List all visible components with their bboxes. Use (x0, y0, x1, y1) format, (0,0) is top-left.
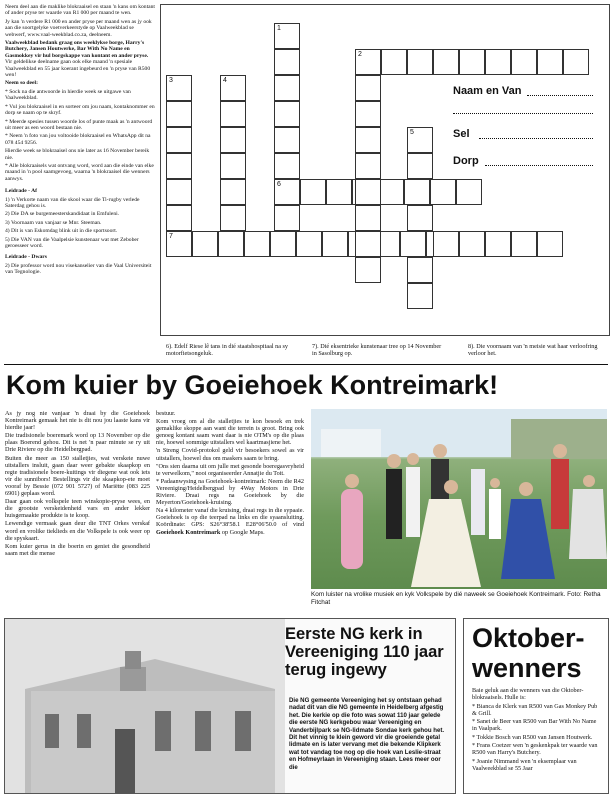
crossword-cell[interactable] (220, 153, 246, 179)
sponsor-thanks: Vaalweekblad bedank graag ons weeklykse borge, Harry's Butchery, Jansen Houtwerke, Bar With No Name en Gasmokkey vir hul borgskappe van kontant en ander pryse. Vir geldelikse deelname gaan ook elke maand 'n spesiale Vaalweekblad en 55 jaar koerant ingebeurd en 'n pryse van R500 wen! (5, 40, 151, 79)
crossword-cell[interactable] (296, 231, 322, 257)
clue-dwars-2: 2) Die professor word nou visekanselier van die Vaal Universiteit van Tegnologie. (5, 262, 152, 276)
crossword-cell[interactable] (378, 179, 404, 205)
church-story-text: Die NG gemeente Vereeniging het sy ontstaan gehad nadat dit van die NG gemeente in Heidelberg afgestig het. Die kerkie op die foto was sowat 110 jaar gelede die eerste NG kerkgebou waar Vereeniging en Vanderbijlpark se NG-lidmate Sondae kerk gehou het. Dit het vinnig te klein geword vir die groeiende getal lidmate en is later vervang met die bekende Klipkerk wat tot vandag toe nog op die hoek van Leslie-straat en Hofmeyrlaan in Vereeniging staan. Lees meer oor die (289, 697, 445, 771)
crossword-cell[interactable] (511, 49, 537, 75)
article-paragraph: 'n Streng Covid-protokol geld vir besoekers sowel as vir uitstallers, hoewel dus om maskers saam te bring. (156, 447, 304, 462)
church-story-title: Eerste NG kerk in Vereeniging 110 jaar terug ingewy (285, 625, 444, 679)
cell-label: Sel (453, 128, 470, 140)
article-paragraph: "Ons sien daarna uit om julle met gesonde boeregasvryheid te verwelkom," nooi organiseerder Annatjie du Toit. (156, 462, 304, 477)
rule-2: * Vul jou blokraaisel in en sorteer om jou naam, kontaknommer en dorp se naam op te skryf. (5, 103, 155, 117)
clue-af-3: 3) Voornaam van vanjaar se Mnr. Steeman. (5, 219, 102, 226)
crossword-cell[interactable] (220, 179, 246, 205)
crossword-cell[interactable] (274, 127, 300, 153)
article-paragraph: bestuur. (156, 410, 176, 417)
crossword-clue-number: 1 (277, 25, 281, 32)
rule-4: * Neem 'n foto van jou voltooide blokraaisel en WhatsApp dit na 078 454 9256. (5, 133, 151, 146)
crossword-cell[interactable] (322, 231, 348, 257)
winner-2: * Sanet de Beer van R500 van Bar With No Name in Vaalpark. (472, 718, 597, 733)
clue-af-2: 2) Die DA se burgemeesterskandidaat in Emfuleni. (5, 211, 120, 218)
crossword-clue-number: 6 (277, 181, 281, 188)
october-winners-title: Oktober-wenners (472, 623, 585, 683)
crossword-clue-number: 7 (169, 233, 173, 240)
crossword-cell[interactable] (166, 153, 192, 179)
church-photo-drawing (5, 619, 285, 793)
article-paragraph: Na 4 kilometer vanaf die kruising, draai regs in die sypaaie. Goeiehoek is op die teerpad na links en die syaansluiting. Koördinate: GPS: S26°38'58.1 E28°06'50.0 of vind Goeiehoek Kontreimark op Google Maps. (156, 507, 304, 536)
crossword-cell[interactable] (274, 23, 300, 49)
crossword-cell[interactable] (433, 49, 459, 75)
clue-af-5: 5) Die VAN van die Vaalpelsie kunstenaar wat met Zebober geroesseer word. (5, 236, 139, 249)
volkspele-photo (311, 409, 607, 589)
article-headline: Kom kuier by Goeiehoek Kontreimark! (6, 370, 499, 400)
church-photo (5, 619, 285, 793)
article-paragraph: * Padaanwysing na Goeiehoek-kontreimark: Neem die R42 Vereeniging/Heidelbergpad by 4Way Motors in Drie Riviere. Draai regs na Goeiehoek by die Meyerton/Goeiehoek-kruising. (156, 477, 304, 507)
crossword-cell[interactable] (326, 179, 352, 205)
crossword-cell[interactable] (274, 153, 300, 179)
crossword-cell[interactable] (407, 153, 433, 179)
clue-6: 6). Edelf Riese lê tans in dié staatshospitaal na sy motorfietsongeluk. (166, 343, 289, 357)
article-paragraph: As jy nog nie vanjaar 'n draai by die Goeiehoek Kontreimark gemaak het nie is dit nou jou laaste kans vir hierdie jaar! (5, 410, 150, 432)
name-field[interactable] (527, 85, 593, 96)
crossword-cell[interactable] (355, 75, 381, 101)
crossword-cell[interactable] (433, 231, 459, 257)
crossword-clue-number: 3 (169, 77, 173, 84)
crossword-cell[interactable] (355, 257, 381, 283)
rule-6: * Alle blokraaisels wat ontvang word, word aan die einde van elke maand in 'n pool saamgevoeg, waarna 'n blokraaisel die wenners aanwys. (5, 162, 154, 182)
crossword-cell[interactable] (166, 231, 192, 257)
clue-af-4: 4) Dit is van Eskomdag blink uit in die sportsoort. (5, 228, 118, 235)
crossword-cell[interactable] (459, 231, 485, 257)
crossword-cell[interactable] (220, 127, 246, 153)
cell-field[interactable] (479, 128, 593, 139)
clue-af-1: 1) 'n Verkorte naam van die skool waar die Ti-rugby verlede Saterdag gehou is. (5, 196, 140, 209)
crossword-cell[interactable] (355, 127, 381, 153)
name-label: Naam en Van (453, 85, 522, 97)
contest-intro: Neem deel aan die maklike blokraaisel en staan 'n kans om kontant of ander pryse ter waarde van R1 000 per maand te wen. (5, 4, 155, 17)
crossword-cell[interactable] (400, 231, 426, 257)
crossword-cell[interactable] (456, 179, 482, 205)
clue-7: 7). Dié eksentrieke kunstenaar tree op 14 November in Sasolburg op. (312, 343, 442, 357)
crossword-cell[interactable] (537, 231, 563, 257)
crossword-cell[interactable] (485, 49, 511, 75)
clues-dwars-title: Leidrade - Dwars (5, 254, 47, 261)
crossword-cell[interactable] (220, 75, 246, 101)
winner-5: * Joanie Nimmand wen 'n eksemplaar van Vaalweekblad se 55 Jaar (472, 757, 577, 772)
crossword-cell[interactable] (300, 179, 326, 205)
article-paragraph: Kom vroeg om al die stalletjies te kon besoek en trek gemaklike skoppe aan want die terrein is groot. Bring ook genoeg kontant saam want daar is nie OTM's op die plaas nie, hoewel sommige uitstallers wel kaartmasjiene het. (156, 418, 304, 447)
crossword-cell[interactable] (192, 231, 218, 257)
crossword-cell[interactable] (355, 179, 381, 205)
crossword-cell[interactable] (218, 231, 244, 257)
crossword-cell[interactable] (166, 127, 192, 153)
crossword-clue-number: 4 (223, 77, 227, 84)
winner-1: * Bianca de Klerk van R500 van Gas Monkey Pub & Grill. (472, 702, 598, 717)
crossword-clue-number: 2 (358, 51, 362, 58)
october-winners-box (463, 618, 609, 794)
contest-info-column (5, 4, 156, 360)
crossword-cell[interactable] (407, 257, 433, 283)
crossword-cell[interactable] (511, 231, 537, 257)
crossword-cell[interactable] (166, 205, 192, 231)
divider (4, 364, 608, 365)
crossword-cell[interactable] (537, 49, 563, 75)
crossword-cell[interactable] (244, 231, 270, 257)
crossword-cell[interactable] (220, 101, 246, 127)
town-field[interactable] (485, 155, 593, 166)
winners-intro: Baie geluk aan die wenners van die Oktober-blokraaisels. Hulle is: (472, 687, 584, 702)
october-winners-text (472, 687, 602, 773)
winner-3: * Tokkie Bosch van R500 van Jansen Houtwerk. (472, 733, 593, 741)
crossword-cell[interactable] (404, 179, 430, 205)
crossword-cell[interactable] (355, 101, 381, 127)
crossword-cell[interactable] (355, 153, 381, 179)
rule-1: * Sock na die antwoorde in hierdie week se uitgawe van Vaalweekblad. (5, 88, 131, 102)
crossword-cell[interactable] (355, 49, 381, 75)
name-field-line-2[interactable] (453, 103, 593, 114)
clue-8: 8). Die voornaam van 'n meisie wat haar verloofring verloor het. (468, 343, 598, 357)
crossword-cell[interactable] (274, 75, 300, 101)
rule-3: * Meerde spesies tussen woorde los of punte maak as 'n antwoord uit meer as een woord bestaan nie. (5, 118, 153, 131)
article-column-1 (5, 410, 150, 615)
town-label: Dorp (453, 155, 479, 167)
crossword-cell[interactable] (274, 101, 300, 127)
crossword-cell[interactable] (563, 49, 589, 75)
rules-title: Neem so deel: (5, 80, 38, 87)
church-story-box (4, 618, 456, 794)
crossword-cell[interactable] (220, 205, 246, 231)
crossword-cell[interactable] (407, 127, 433, 153)
contest-website-note: Jy kan 'n verdere R1 000 en ander pryse per maand wen as jy ook aan die soortgelyke voetverkeerstyde op Vaalweekblad se webwerf, www.vaal-weekblad.co.za, deelneem. (5, 18, 152, 38)
crossword-cell[interactable] (166, 179, 192, 205)
crossword-cell[interactable] (270, 231, 296, 257)
clues-af-title: Leidrade - Af (5, 188, 38, 195)
rule-5: Hierdie week se blokraaisel ons nie later as 16 November bereik nie. (5, 148, 150, 161)
crossword-cell[interactable] (166, 101, 192, 127)
crossword-cell[interactable] (166, 75, 192, 101)
crossword-cell[interactable] (407, 205, 433, 231)
crossword-grid (161, 5, 609, 335)
crossword-cell[interactable] (407, 49, 433, 75)
crossword-cell[interactable] (355, 205, 381, 231)
crossword-cell[interactable] (274, 179, 300, 205)
article-paragraph: Buiten die meer as 150 stalletjies, wat verskeie nuwe uitstallers insluit, gaan daar weer gebakte skaapkop en regte tradisionele boere-kuitings vir diegene wat ook iets vir die sunnibors! Bestellings vir die skaapkop-ete moet vooraf by Bessie (072 901 5727) of Mariëtte (083 225 6901) geplaas word. (5, 454, 150, 498)
article-paragraph: Die tradisionele boeremark word op 13 November op die plaas Boerend gehou. Dit is net 'n paar minute se ry uit Drie Riviere op die Heidelbergpad. (5, 432, 150, 454)
crossword-cell[interactable] (459, 49, 485, 75)
crossword-cell[interactable] (355, 231, 381, 257)
crossword-cell[interactable] (430, 179, 456, 205)
crossword-puzzle (160, 4, 610, 336)
crossword-cell[interactable] (274, 205, 300, 231)
volkspele-photo-drawing (311, 409, 607, 589)
article-column-2 (156, 410, 304, 615)
winner-4: * Frans Coetzer wen 'n geskenkpak ter waarde van R500 van Harry's Butchery. (472, 742, 598, 757)
article-paragraph: Kom kuier gerus in die boerin en geniet die gesondheid saam met die mense (5, 542, 150, 557)
crossword-clue-number: 5 (410, 129, 414, 136)
photo-caption: Kom luister na vrolike musiek en kyk Volkspele by dié naweek se Goeiehoek Kontreimark. Foto: Retha Fitchat (311, 591, 601, 606)
crossword-cell[interactable] (274, 49, 300, 75)
crossword-cell[interactable] (381, 49, 407, 75)
article-paragraph: Lewendige vermaak gaan deur die TNT Orkes verskaf word en vrolike tieklieds en die Volkspele is ook weer op die spyskaart. (5, 520, 150, 542)
crossword-cell[interactable] (485, 231, 511, 257)
article-paragraph: Daar gaan ook volkspele teen winskopie-pryse wees, en die grootste verskeidenheid vars en ander lekker huisgemaakte produkte is te koop. (5, 498, 150, 520)
crossword-cell[interactable] (407, 283, 433, 309)
